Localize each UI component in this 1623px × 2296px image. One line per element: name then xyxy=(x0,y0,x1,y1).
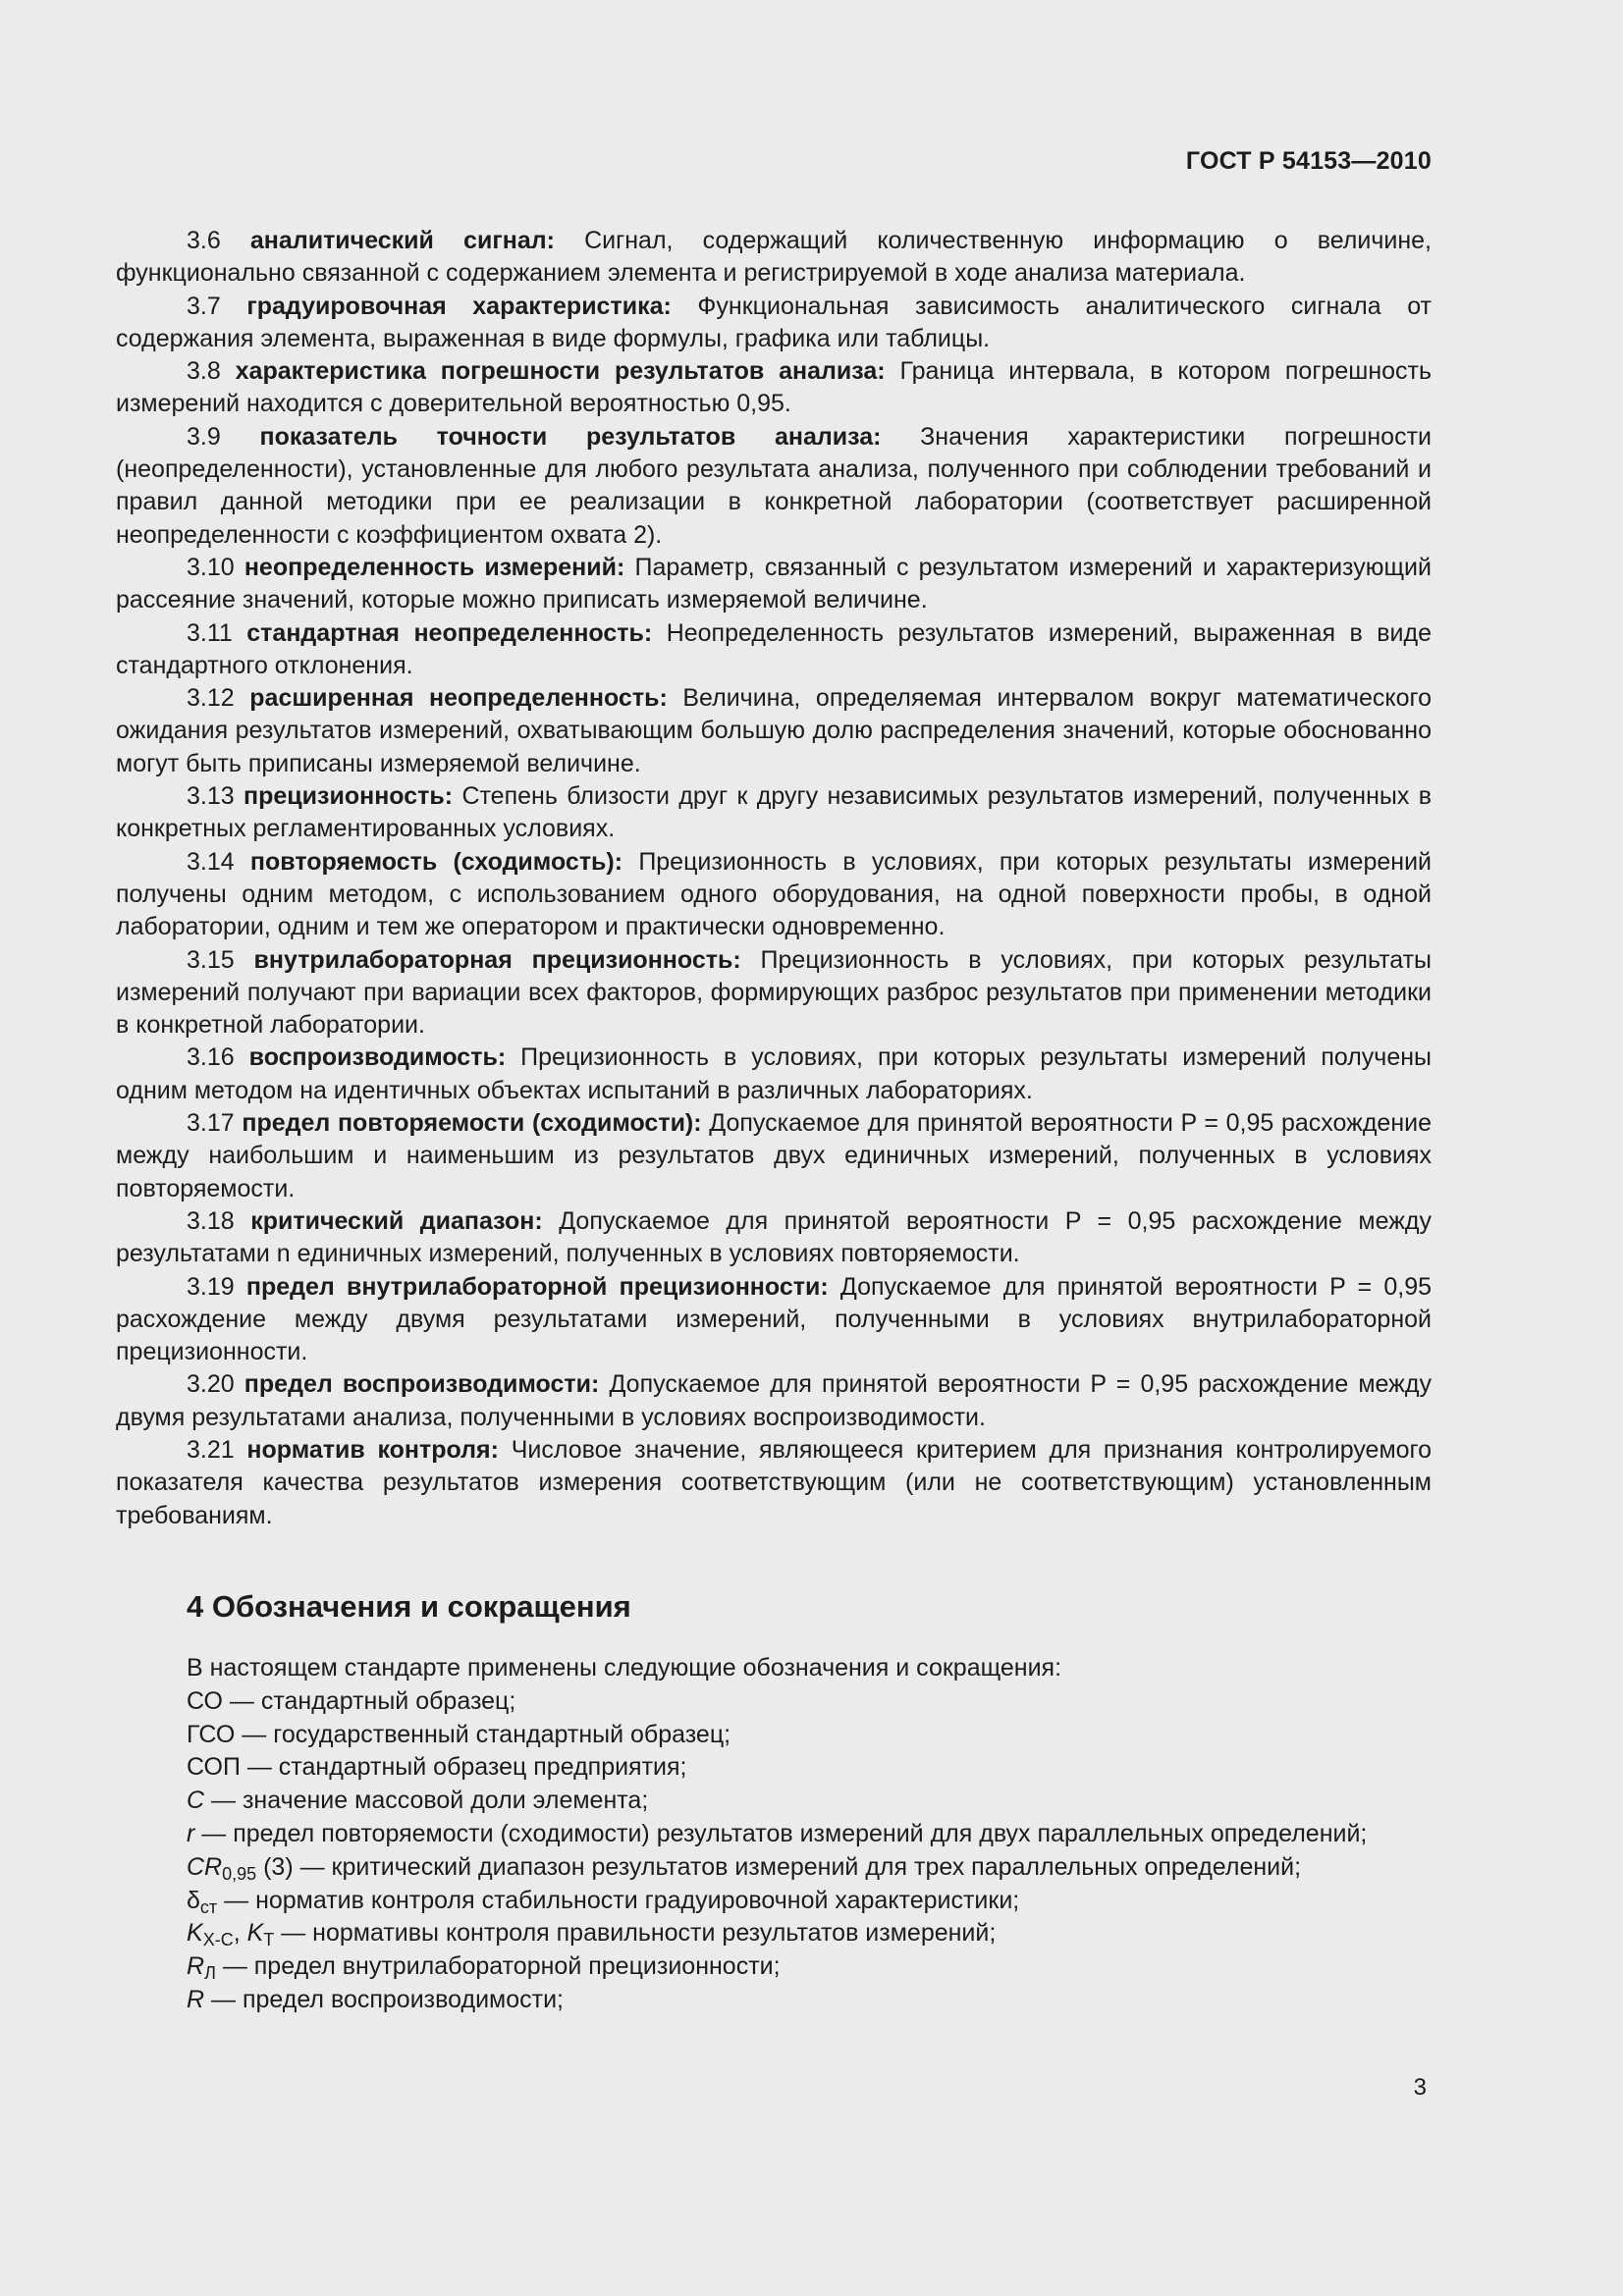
term-3-21: 3.21 норматив контроля: Числовое значение, являющееся критерием для признания контролируемого показателя качества результатов измерения соответствующим (или не соответствующим) установленным требованиям. xyxy=(116,1435,1433,1529)
notation-list xyxy=(116,1652,1432,2017)
notation-item-so: СО — стандартный образец; xyxy=(187,1686,516,1715)
terms-list xyxy=(116,225,1432,1532)
section-title: 4 Обозначения и сокращения xyxy=(187,1589,631,1624)
term-3-9: 3.9 показатель точности результатов анализа: Значения характеристики погрешности (неопределенности), установленные для любого результата анализа, полученного при соблюдении требований и правил данной методики при ее реализации в конкретной лаборатории (соответствует расширенной неопределенности с коэффициентом охвата 2). xyxy=(116,422,1432,549)
notation-item-delta: $\delta_{ст}$ — норматив контроля стабильности градуировочной характеристики; xyxy=(187,1886,1020,1917)
term-3-7: 3.7 градуировочная характеристика: Функциональная зависимость аналитического сигнала от содержания элемента, выраженная в виде формулы, графика или таблицы. xyxy=(116,292,1433,352)
notation-item-rl: $R_Л$ — предел внутрилабораторной прецизионности; xyxy=(187,1952,781,1984)
notation-item-sop: СОП — стандартный образец предприятия; xyxy=(187,1753,687,1782)
term-3-18: 3.18 критический диапазон: Допускаемое для принятой вероятности P = 0,95 расхождение между результатами n единичных измерений, полученных в условиях повторяемости. xyxy=(116,1206,1433,1268)
term-3-6: 3.6 аналитический сигнал: Сигнал, содержащий количественную информацию о величине, функционально связанной с содержанием элемента и регистрируемой в ходе анализа материала. xyxy=(116,227,1432,288)
notation-item-cr: $CR_{0,95}$ (3) — критический диапазон результатов измерений для трех параллельных определений; xyxy=(187,1852,1302,1884)
term-3-19: 3.19 предел внутрилабораторной прецизионности: Допускаемое для принятой вероятности P = 0,95 расхождение между двумя результатами измерений, полученными в условиях внутрилабораторной прецизионности. xyxy=(116,1272,1433,1366)
term-3-17: 3.17 предел повторяемости (сходимости): Допускаемое для принятой вероятности P = 0,95 расхождение между наибольшим и наименьшим из результатов двух единичных измерений, полученных в условиях повторяемости. xyxy=(116,1109,1432,1202)
page-number: 3 xyxy=(1413,2074,1427,2101)
notation-item-c: C — значение массовой доли элемента; xyxy=(187,1787,649,1815)
term-3-16: 3.16 воспроизводимость: Прецизионность в условиях, при которых результаты измерений получены одним методом на идентичных объектах испытаний в различных лабораториях. xyxy=(116,1043,1433,1104)
notation-item-r: r — предел повторяемости (сходимости) результатов измерений для двух параллельных определений; xyxy=(187,1819,1368,1847)
term-3-12: 3.12 расширенная неопределенность: Величина, определяемая интервалом вокруг математического ожидания результатов измерений, охватывающим большую долю распределения значений, которые обоснованно могут быть приписаны измеряемой величине. xyxy=(116,684,1432,777)
notation-item-rr: R — предел воспроизводимости; xyxy=(187,1985,564,2013)
term-3-8: 3.8 характеристика погрешности результатов анализа: Граница интервала, в котором погрешность измерений находится с доверительной вероятностью 0,95. xyxy=(116,357,1433,418)
standard-header: ГОСТ Р 54153—2010 xyxy=(1185,147,1432,175)
notation-item-k: $K_{X-C}$, $K_T$ — нормативы контроля правильности результатов измерений; xyxy=(187,1919,997,1950)
notation-intro: В настоящем стандарте применены следующие обозначения и сокращения: xyxy=(187,1654,1062,1682)
term-3-20: 3.20 предел воспроизводимости: Допускаемое для принятой вероятности P = 0,95 расхождение между двумя результатами анализа, полученными в условиях воспроизводимости. xyxy=(116,1370,1432,1431)
term-3-11: 3.11 стандартная неопределенность: Неопределенность результатов измерений, выраженная в виде стандартного отклонения. xyxy=(116,618,1432,679)
term-3-13: 3.13 прецизионность: Степень близости друг к другу независимых результатов измерений, полученных в конкретных регламентированных условиях. xyxy=(116,782,1432,843)
notation-item-gso: ГСО — государственный стандартный образец; xyxy=(187,1720,731,1748)
term-3-15: 3.15 внутрилабораторная прецизионность: Прецизионность в условиях, при которых результаты измерений получают при вариации всех факторов, формирующих разброс результатов при применении методики в конкретной лаборатории. xyxy=(116,945,1433,1040)
term-3-10: 3.10 неопределенность измерений: Параметр, связанный с результатом измерений и характеризующий рассеяние значений, которые можно приписать измеряемой величине. xyxy=(116,553,1432,614)
term-3-14: 3.14 повторяемость (сходимость): Прецизионность в условиях, при которых результаты измерений получены одним методом, с использованием одного оборудования, на одной поверхности пробы, в одной лаборатории, одним и тем же оператором и практически одновременно. xyxy=(116,847,1432,941)
